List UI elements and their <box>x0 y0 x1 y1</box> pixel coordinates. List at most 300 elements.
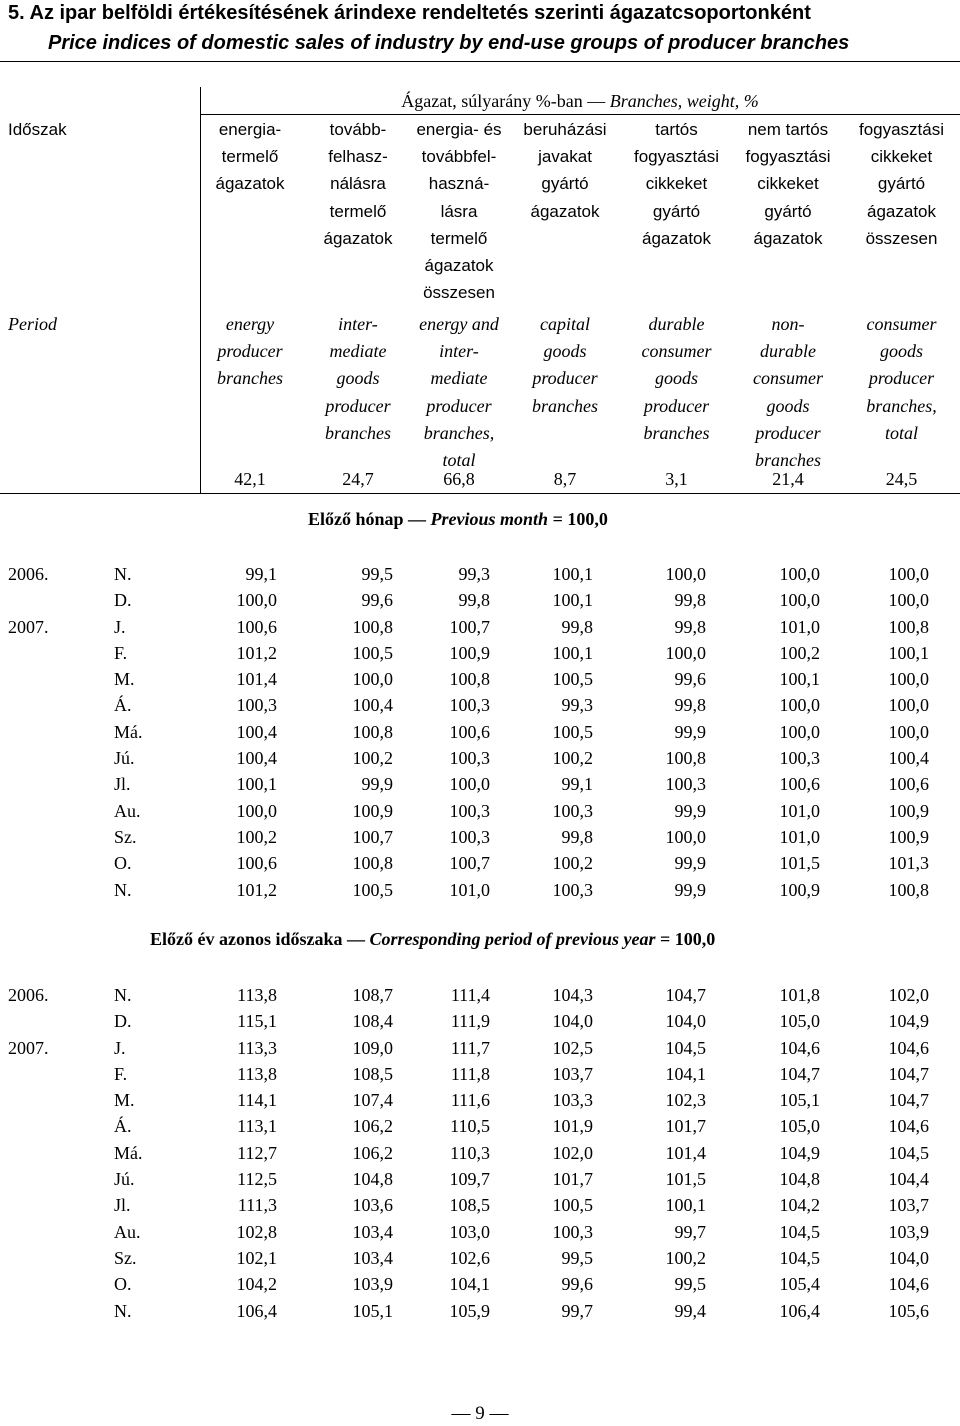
table-row <box>0 771 960 797</box>
row-year: 2006. <box>8 985 49 1005</box>
table-cell: 99,6 <box>361 590 393 611</box>
table-cell: 108,7 <box>352 985 393 1005</box>
header-line: összesen <box>865 228 938 248</box>
header-line: cikkeket <box>870 147 933 167</box>
table-cell: 100,0 <box>449 774 490 795</box>
table-cell: 105,6 <box>888 1300 929 1321</box>
table-cell: 99,4 <box>674 1300 706 1321</box>
table-row <box>0 1298 960 1324</box>
header-line: non- <box>771 314 805 334</box>
section-rows-previous-month <box>0 561 960 903</box>
table-row <box>0 877 960 903</box>
table-cell: 111,9 <box>450 1011 490 1032</box>
table-cell: 99,9 <box>674 853 706 874</box>
table-cell: 100,0 <box>236 590 277 611</box>
table-cell: 105,9 <box>449 1300 490 1321</box>
table-cell: 101,0 <box>779 616 820 637</box>
table-cell: 99,8 <box>674 616 706 637</box>
table-cell: 100,2 <box>665 1247 706 1268</box>
table-row <box>0 1271 960 1297</box>
header-line: energia- <box>218 120 282 139</box>
table-cell: 100,8 <box>352 616 393 637</box>
table-cell: 100,0 <box>888 564 929 584</box>
table-cell: 100,3 <box>552 1221 593 1242</box>
table-cell: 107,4 <box>352 1090 393 1111</box>
table-cell: 106,2 <box>352 1116 393 1137</box>
row-month: Má. <box>114 721 143 742</box>
header-line: branches <box>217 368 283 389</box>
table-row <box>0 1035 960 1061</box>
table-cell: 104,1 <box>449 1274 490 1295</box>
table-cell: 100,2 <box>352 748 393 769</box>
table-cell: 103,7 <box>888 1195 929 1216</box>
section-title-en: Previous month <box>430 509 549 529</box>
header-line: producer <box>325 395 391 416</box>
header-line: goods <box>654 368 698 389</box>
header-line: ágazatok <box>424 256 494 276</box>
table-cell: 100,8 <box>352 853 393 874</box>
weight-value: 8,7 <box>553 469 577 489</box>
table-cell: 104,0 <box>888 1247 929 1268</box>
table-cell: 111,8 <box>450 1063 490 1084</box>
table-cell: 100,0 <box>236 800 277 821</box>
table-cell: 101,4 <box>236 669 277 690</box>
table-cell: 100,4 <box>236 721 277 742</box>
header-line: goods <box>543 341 587 362</box>
table-cell: 100,1 <box>236 774 277 795</box>
table-cell: 115,1 <box>237 1011 277 1032</box>
column-header-en <box>733 311 843 474</box>
table-row <box>0 719 960 745</box>
row-month: Jú. <box>114 1169 135 1190</box>
column-header-hu <box>510 116 620 225</box>
table-cell: 100,6 <box>236 853 277 874</box>
table-cell: 100,0 <box>665 826 706 847</box>
header-line: ágazatok <box>323 228 393 248</box>
header-line: producer <box>868 368 935 389</box>
table-row <box>0 692 960 718</box>
table-row <box>0 1113 960 1139</box>
table-cell: 101,0 <box>779 826 820 847</box>
table-cell: 104,0 <box>665 1011 706 1032</box>
table-cell: 99,3 <box>458 564 490 584</box>
table-cell: 104,9 <box>779 1142 820 1163</box>
table-row <box>0 640 960 666</box>
table-cell: 99,8 <box>561 616 593 637</box>
table-cell: 104,7 <box>779 1063 820 1084</box>
top-rule <box>0 61 960 62</box>
header-line: lásra <box>440 201 478 221</box>
table-cell: 100,2 <box>779 642 820 663</box>
table-cell: 100,0 <box>888 590 929 611</box>
table-cell: 100,9 <box>779 879 820 900</box>
table-cell: 109,7 <box>449 1169 490 1190</box>
table-cell: 104,4 <box>888 1169 929 1190</box>
table-cell: 102,0 <box>888 985 929 1005</box>
table-cell: 100,5 <box>552 721 593 742</box>
table-cell: 100,1 <box>552 564 593 584</box>
table-cell: 100,0 <box>888 669 929 690</box>
table-cell: 112,5 <box>237 1169 277 1190</box>
row-month: F. <box>114 642 128 663</box>
table-cell: 99,1 <box>245 564 277 584</box>
span-en-text: Branches, weight, % <box>609 91 759 111</box>
header-line: termelő <box>221 147 279 167</box>
table-cell: 100,0 <box>888 695 929 716</box>
header-line: mediate <box>430 368 488 389</box>
period-label-hu: Időszak <box>8 120 67 139</box>
table-cell: 99,9 <box>674 879 706 900</box>
table-cell: 106,4 <box>236 1300 277 1321</box>
row-month: J. <box>114 1037 126 1058</box>
header-line: fogyasztási <box>858 120 945 139</box>
table-cell: 99,5 <box>674 1274 706 1295</box>
header-line: ágazatok <box>867 201 936 221</box>
table-cell: 104,5 <box>888 1142 929 1163</box>
header-line: durable <box>760 341 816 362</box>
row-month: Jl. <box>114 774 131 795</box>
table-cell: 101,7 <box>665 1116 706 1137</box>
table-row <box>0 1140 960 1166</box>
table-cell: 104,3 <box>552 985 593 1005</box>
header-line: inter- <box>338 314 378 334</box>
row-month: Jú. <box>114 748 135 769</box>
table-cell: 99,9 <box>361 774 393 795</box>
header-line: branches <box>325 422 391 443</box>
table-cell: 103,4 <box>352 1221 393 1242</box>
column-header-en <box>510 311 620 420</box>
table-cell: 99,6 <box>674 669 706 690</box>
table-cell: 100,9 <box>888 800 929 821</box>
header-line: consumer <box>866 314 937 334</box>
table-cell: 100,6 <box>888 774 929 795</box>
span-hu-text: Ágazat, súlyarány %-ban <box>401 91 583 111</box>
row-month: N. <box>114 879 132 900</box>
table-cell: 100,7 <box>449 853 490 874</box>
table-cell: 100,3 <box>449 826 490 847</box>
table-cell: 100,2 <box>236 826 277 847</box>
row-month: Jl. <box>114 1195 131 1216</box>
table-cell: 100,6 <box>779 774 820 795</box>
table-cell: 103,0 <box>449 1221 490 1242</box>
table-cell: 99,8 <box>674 695 706 716</box>
header-line: producer <box>755 422 821 443</box>
section-title-previous-year: Előző év azonos időszaka — Corresponding period of previous year = 100,0 <box>150 929 716 949</box>
row-month: D. <box>114 1011 132 1032</box>
header-line: tartós <box>655 120 698 139</box>
table-cell: 100,4 <box>352 695 393 716</box>
table-cell: 101,3 <box>888 853 929 874</box>
table-cell: 113,3 <box>237 1037 277 1058</box>
table-cell: 106,2 <box>352 1142 393 1163</box>
table-row <box>0 798 960 824</box>
table-cell: 100,7 <box>352 826 393 847</box>
header-line: branches <box>532 395 598 416</box>
table-cell: 103,3 <box>552 1090 593 1111</box>
table-cell: 100,5 <box>552 1195 593 1216</box>
table-cell: 100,1 <box>552 590 593 611</box>
table-cell: 100,0 <box>779 721 820 742</box>
weight-value: 66,8 <box>443 469 475 489</box>
row-month: O. <box>114 1274 132 1295</box>
row-year: 2006. <box>8 564 49 584</box>
table-cell: 112,7 <box>237 1142 277 1163</box>
table-cell: 100,3 <box>665 774 706 795</box>
header-line: termelő <box>329 201 387 221</box>
table-cell: 100,1 <box>779 669 820 690</box>
row-month: Á. <box>114 1116 132 1137</box>
table-cell: 103,9 <box>888 1221 929 1242</box>
table-row <box>0 824 960 850</box>
table-cell: 113,8 <box>237 985 277 1005</box>
row-month: F. <box>114 1063 128 1084</box>
table-row <box>0 850 960 876</box>
table-cell: 100,0 <box>665 564 706 584</box>
header-line: cikkeket <box>645 174 708 194</box>
header-line: ágazatok <box>753 228 823 248</box>
table-cell: 104,6 <box>888 1116 929 1137</box>
table-cell: 105,0 <box>779 1011 820 1032</box>
table-cell: 100,9 <box>449 642 490 663</box>
table-cell: 103,4 <box>352 1247 393 1268</box>
table-row <box>0 1061 960 1087</box>
table-cell: 100,8 <box>449 669 490 690</box>
table-cell: 100,3 <box>236 695 277 716</box>
table-cell: 99,5 <box>361 564 393 584</box>
row-month: M. <box>114 1090 135 1111</box>
table-cell: 99,9 <box>674 721 706 742</box>
header-line: gyártó <box>541 174 589 194</box>
header-line: továbbfel- <box>421 147 497 167</box>
header-line: termelő <box>430 228 488 248</box>
table-cell: 100,9 <box>352 800 393 821</box>
table-cell: 100,1 <box>665 1195 706 1216</box>
column-header-en <box>843 311 960 447</box>
header-line: branches, <box>423 422 495 443</box>
table-cell: 104,5 <box>665 1037 706 1058</box>
table-cell: 100,0 <box>352 669 393 690</box>
header-line: gyártó <box>764 201 812 221</box>
table-cell: 102,0 <box>552 1142 593 1163</box>
table-cell: 100,5 <box>352 879 393 900</box>
weight-value: 24,5 <box>885 469 918 489</box>
header-line: ágazatok <box>642 228 711 248</box>
row-year: 2007. <box>8 616 49 637</box>
table-cell: 111,6 <box>450 1090 490 1111</box>
table-cell: 108,5 <box>352 1063 393 1084</box>
table-cell: 104,7 <box>888 1090 929 1111</box>
table-cell: 99,9 <box>674 800 706 821</box>
header-line: cikkeket <box>757 174 819 194</box>
header-line: fogyasztási <box>633 147 720 167</box>
table-cell: 103,6 <box>352 1195 393 1216</box>
table-cell: 100,3 <box>552 800 593 821</box>
table-cell: 104,9 <box>888 1011 929 1032</box>
header-line: durable <box>648 314 705 334</box>
table-cell: 104,1 <box>665 1063 706 1084</box>
table-cell: 104,2 <box>236 1274 277 1295</box>
table-cell: 108,5 <box>449 1195 490 1216</box>
weights-rule <box>0 493 960 494</box>
header-line: energy <box>225 314 275 334</box>
table-cell: 100,0 <box>665 642 706 663</box>
table-cell: 100,5 <box>352 642 393 663</box>
table-cell: 100,3 <box>552 879 593 900</box>
weight-value: 42,1 <box>234 469 266 489</box>
table-cell: 104,5 <box>779 1247 820 1268</box>
table-title-en: Price indices of domestic sales of industry by end-use groups of producer branches <box>48 32 850 54</box>
header-line: beruházási <box>523 120 607 139</box>
table-cell: 99,1 <box>561 774 593 795</box>
header-line: tovább- <box>329 120 387 139</box>
table-cell: 104,2 <box>779 1195 820 1216</box>
table-cell: 104,0 <box>552 1011 593 1032</box>
table-cell: 102,1 <box>236 1247 277 1268</box>
table-cell: 99,5 <box>561 1247 593 1268</box>
table-cell: 99,7 <box>674 1221 706 1242</box>
header-line: gyártó <box>652 201 701 221</box>
column-header-hu <box>620 116 733 252</box>
header-line: consumer <box>641 341 712 362</box>
column-header-hu <box>408 116 510 306</box>
table-cell: 103,7 <box>552 1063 593 1084</box>
table-row <box>0 614 960 640</box>
header-line: total <box>884 422 918 443</box>
weight-value: 3,1 <box>665 469 688 489</box>
row-month: N. <box>114 985 132 1005</box>
table-cell: 102,3 <box>665 1090 706 1111</box>
table-cell: 100,2 <box>552 853 593 874</box>
table-cell: 103,9 <box>352 1274 393 1295</box>
table-cell: 111,7 <box>450 1037 490 1058</box>
column-header-en <box>620 311 733 447</box>
table-cell: 104,8 <box>779 1169 820 1190</box>
table-cell: 101,9 <box>552 1116 593 1137</box>
row-month: Au. <box>114 1221 141 1242</box>
header-line: branches <box>755 450 821 471</box>
header-line: nálásra <box>330 174 386 194</box>
table-cell: 113,8 <box>237 1063 277 1084</box>
table-cell: 101,5 <box>665 1169 706 1190</box>
table-cell: 100,4 <box>236 748 277 769</box>
header-line: goods <box>766 395 810 416</box>
table-row <box>0 666 960 692</box>
row-month: Sz. <box>114 826 137 847</box>
table-cell: 101,0 <box>779 800 820 821</box>
table-cell: 100,8 <box>665 748 706 769</box>
table-cell: 110,5 <box>450 1116 490 1137</box>
table-cell: 100,6 <box>236 616 277 637</box>
table-cell: 101,5 <box>779 853 820 874</box>
table-cell: 104,5 <box>779 1221 820 1242</box>
row-month: Má. <box>114 1142 143 1163</box>
header-line: branches, <box>866 395 937 416</box>
table-cell: 104,6 <box>888 1274 929 1295</box>
row-month: N. <box>114 1300 132 1321</box>
header-line: gyártó <box>877 174 926 194</box>
table-cell: 104,7 <box>665 985 706 1005</box>
table-cell: 100,6 <box>449 721 490 742</box>
header-line: producer <box>426 395 492 416</box>
section-title-previous-month: Előző hónap — Previous month = 100,0 <box>308 509 608 529</box>
table-cell: 105,1 <box>779 1090 820 1111</box>
table-cell: 106,4 <box>779 1300 820 1321</box>
section-base: = 100,0 <box>552 509 608 529</box>
table-cell: 105,4 <box>779 1274 820 1295</box>
table-cell: 100,4 <box>888 748 929 769</box>
table-cell: 108,4 <box>352 1011 393 1032</box>
row-month: Au. <box>114 800 141 821</box>
row-month: N. <box>114 564 132 584</box>
table-cell: 104,6 <box>779 1037 820 1058</box>
column-header-hu <box>200 116 300 198</box>
header-line: consumer <box>753 368 823 389</box>
table-cell: 101,0 <box>449 879 490 900</box>
header-line: felhasz- <box>328 147 388 167</box>
row-month: J. <box>114 616 126 637</box>
column-header-en <box>408 311 510 474</box>
header-line: javakat <box>538 147 592 167</box>
table-cell: 111,3 <box>237 1195 277 1216</box>
table-cell: 100,0 <box>888 721 929 742</box>
header-line: inter- <box>439 341 479 362</box>
section-base: = 100,0 <box>660 929 716 949</box>
header-line: mediate <box>329 341 387 362</box>
table-cell: 111,4 <box>450 985 490 1005</box>
table-cell: 100,8 <box>352 721 393 742</box>
table-row <box>0 587 960 613</box>
column-header-en <box>200 311 300 393</box>
table-cell: 100,5 <box>552 669 593 690</box>
table-row <box>0 982 960 1008</box>
table-cell: 99,8 <box>674 590 706 611</box>
row-month: O. <box>114 853 132 874</box>
table-cell: 104,8 <box>352 1169 393 1190</box>
table-cell: 100,0 <box>779 564 820 584</box>
header-line: goods <box>879 341 923 362</box>
header-line: ágazatok <box>530 201 600 221</box>
table-cell: 101,7 <box>552 1169 593 1190</box>
table-cell: 102,6 <box>449 1247 490 1268</box>
row-month: Á. <box>114 695 132 716</box>
branches-weight-heading: Ágazat, súlyarány %-ban — Branches, weight, % <box>401 91 759 111</box>
header-line: energia- és <box>416 120 502 139</box>
header-span-rule <box>200 114 960 115</box>
table-cell: 101,8 <box>779 985 820 1005</box>
table-cell: 100,0 <box>779 695 820 716</box>
table-cell: 101,2 <box>236 879 277 900</box>
table-cell: 99,8 <box>458 590 490 611</box>
page-number: — 9 — <box>451 1403 509 1424</box>
table-row <box>0 1008 960 1034</box>
table-cell: 100,1 <box>552 642 593 663</box>
table-cell: 105,1 <box>352 1300 393 1321</box>
table-cell: 102,8 <box>236 1221 277 1242</box>
table-cell: 100,9 <box>888 826 929 847</box>
table-cell: 101,4 <box>665 1142 706 1163</box>
section-rows-previous-year <box>0 982 960 1324</box>
section-title-hu: Előző hónap <box>308 509 404 529</box>
table-cell: 104,6 <box>888 1037 929 1058</box>
table-cell: 101,2 <box>236 642 277 663</box>
weight-value: 24,7 <box>342 469 374 489</box>
table-cell: 114,1 <box>237 1090 277 1111</box>
table-cell: 99,6 <box>561 1274 593 1295</box>
table-row <box>0 561 960 587</box>
header-line: haszná- <box>428 174 490 194</box>
table-title-hu: 5. Az ipar belföldi értékesítésének árindexe rendeltetés szerinti ágazatcsoportonként <box>8 2 811 24</box>
table-cell: 110,3 <box>450 1142 490 1163</box>
